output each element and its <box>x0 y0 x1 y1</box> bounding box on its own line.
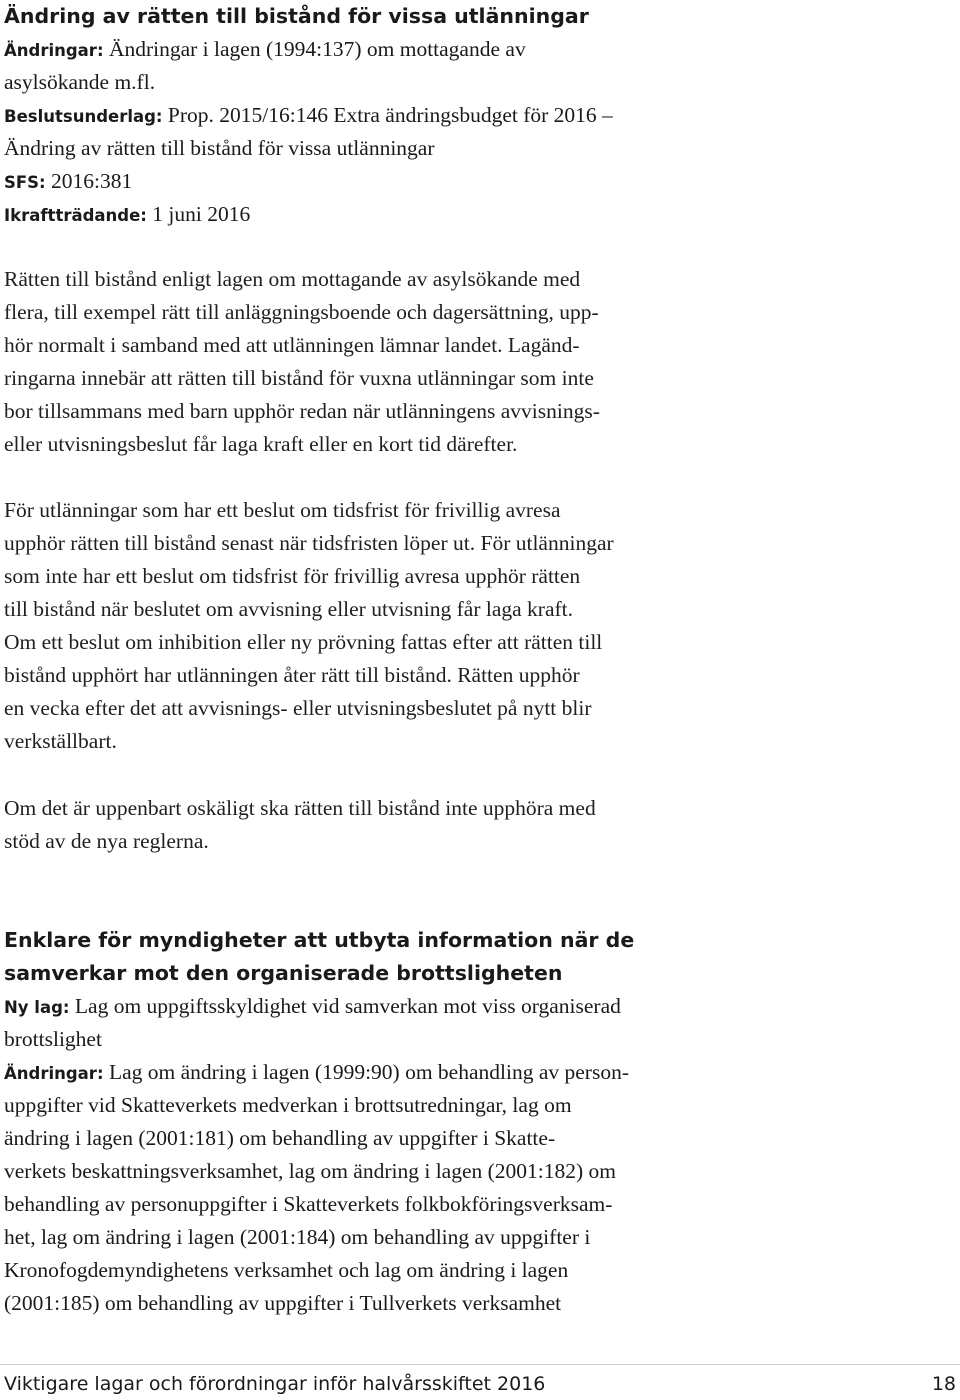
meta-value-continued: behandling av personuppgifter i Skatteverkets folkbokföringsverksam- <box>4 1192 613 1216</box>
paragraph <box>4 792 596 858</box>
section-title-line: samverkar mot den organiserade brottsligheten <box>4 961 563 985</box>
paragraph <box>4 494 614 758</box>
paragraph-line: Om det är uppenbart oskäligt ska rätten till bistånd inte upphöra med <box>4 796 596 820</box>
meta-value-continued: Kronofogdemyndighetens verksamhet och lag om ändring i lagen <box>4 1258 569 1282</box>
section-meta <box>4 33 613 231</box>
meta-value-continued: ändring i lagen (2001:181) om behandling av uppgifter i Skatte- <box>4 1126 556 1150</box>
meta-label: SFS: <box>4 173 46 192</box>
meta-label: Beslutsunderlag: <box>4 107 163 126</box>
meta-value-continued: het, lag om ändring i lagen (2001:184) om behandling av uppgifter i <box>4 1225 591 1249</box>
meta-value: Prop. 2015/16:146 Extra ändringsbudget för 2016 – <box>167 103 613 127</box>
meta-row-new-law <box>4 990 629 1023</box>
meta-label: Ny lag: <box>4 998 70 1017</box>
paragraph-line: hör normalt i samband med att utlänningen lämnar landet. Lagänd- <box>4 333 580 357</box>
meta-value-continued: uppgifter vid Skatteverkets medverkan i brottsutredningar, lag om <box>4 1093 572 1117</box>
paragraph-line: bor tillsammans med barn upphör redan när utlänningens avvisnings- <box>4 399 600 423</box>
footer-title: Viktigare lagar och förordningar inför halvårsskiftet 2016 <box>4 1373 546 1395</box>
section-title: Ändring av rätten till bistånd för vissa utlänningar <box>4 4 589 28</box>
paragraph-line: ringarna innebär att rätten till bistånd för vuxna utlänningar som inte <box>4 366 594 390</box>
paragraph-line: verkställbart. <box>4 729 117 753</box>
meta-value: Lag om uppgiftsskyldighet vid samverkan mot viss organiserad <box>74 994 621 1018</box>
meta-value-continued: Ändring av rätten till bistånd för vissa utlänningar <box>4 136 435 160</box>
paragraph-line: upphör rätten till bistånd senast när tidsfristen löper ut. För utlänningar <box>4 531 614 555</box>
meta-row-sfs <box>4 165 613 198</box>
paragraph-line: stöd av de nya reglerna. <box>4 829 209 853</box>
paragraph-line: För utlänningar som har ett beslut om tidsfrist för frivillig avresa <box>4 498 561 522</box>
meta-value-continued: verkets beskattningsverksamhet, lag om ändring i lagen (2001:182) om <box>4 1159 617 1183</box>
meta-value: 2016:381 <box>51 169 133 193</box>
meta-label: Ikraftträdande: <box>4 206 147 225</box>
paragraph-line: eller utvisningsbeslut får laga kraft eller en kort tid därefter. <box>4 432 518 456</box>
page-number: 18 <box>931 1373 956 1395</box>
meta-label: Ändringar: <box>4 1064 104 1083</box>
meta-value: Lag om ändring i lagen (1999:90) om behandling av person- <box>108 1060 629 1084</box>
footer-divider <box>0 1364 960 1365</box>
meta-value: 1 juni 2016 <box>152 202 251 226</box>
meta-label: Ändringar: <box>4 41 104 60</box>
paragraph-line: Om ett beslut om inhibition eller ny prövning fattas efter att rätten till <box>4 630 603 654</box>
section-title-line: Enklare för myndigheter att utbyta information när de <box>4 928 635 952</box>
meta-value-continued: brottslighet <box>4 1027 102 1051</box>
meta-row-changes <box>4 33 613 66</box>
paragraph <box>4 263 600 461</box>
meta-value-continued: asylsökande m.fl. <box>4 70 156 94</box>
paragraph-line: Rätten till bistånd enligt lagen om mottagande av asylsökande med <box>4 267 581 291</box>
meta-row-basis <box>4 99 613 132</box>
section-meta <box>4 990 629 1320</box>
meta-row-effective-date <box>4 198 613 231</box>
meta-value-continued: (2001:185) om behandling av uppgifter i Tullverkets verksamhet <box>4 1291 562 1315</box>
paragraph-line: flera, till exempel rätt till anläggningsboende och dagersättning, upp- <box>4 300 599 324</box>
section-title <box>4 924 634 990</box>
paragraph-line: som inte har ett beslut om tidsfrist för frivillig avresa upphör rätten <box>4 564 581 588</box>
paragraph-line: till bistånd när beslutet om avvisning eller utvisning får laga kraft. <box>4 597 574 621</box>
paragraph-line: en vecka efter det att avvisnings- eller utvisningsbeslutet på nytt blir <box>4 696 592 720</box>
meta-value: Ändringar i lagen (1994:137) om mottagande av <box>108 37 526 61</box>
meta-row-changes <box>4 1056 629 1089</box>
paragraph-line: bistånd upphört har utlänningen åter rätt till bistånd. Rätten upphör <box>4 663 580 687</box>
